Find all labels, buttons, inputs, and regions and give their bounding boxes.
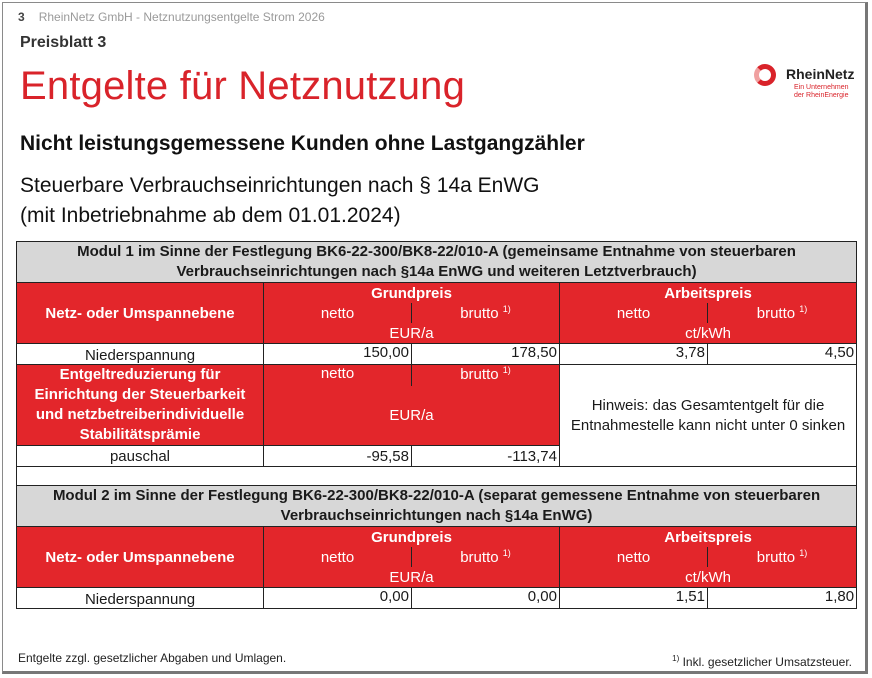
modul2-a-brutto: 1,80 [708, 588, 857, 609]
logo-tag-2: der RheinEnergie [794, 92, 849, 99]
modul2-col-ebene: Netz- oder Umspannebene [17, 527, 264, 588]
modul1-g-netto-head: netto [264, 303, 412, 323]
rheinnetz-logo [754, 62, 854, 104]
modul1-row-label: Niederspannung [17, 344, 264, 365]
modul2-arbeitspreis: Arbeitspreis [560, 527, 857, 548]
modul2-heading: Modul 2 im Sinne der Festlegung BK6-22-300/BK8-22/010-A (separat gemessene Entnahme von steuerbaren Verbrauchseinrichtungen nach §14a EnWG) [17, 486, 857, 527]
modul1-grundpreis: Grundpreis [264, 283, 560, 304]
subtitle: Nicht leistungsgemessene Kunden ohne Lastgangzähler [20, 132, 585, 155]
modul2-g-brutto: 0,00 [412, 588, 560, 609]
modul1-unit-grund: EUR/a [264, 323, 560, 344]
modul1-unit-arbeit: ct/kWh [560, 323, 857, 344]
modul1-arbeitspreis: Arbeitspreis [560, 283, 857, 304]
modul2-g-netto-head: netto [264, 547, 412, 567]
modul2-unit-arbeit: ct/kWh [560, 567, 857, 588]
logo-ring-icon [754, 64, 776, 86]
footnote-text: Inkl. gesetzlicher Umsatzsteuer. [682, 655, 852, 669]
table-spacer [17, 467, 857, 486]
subtitle-2-line-1: Steuerbare Verbrauchseinrichtungen nach § 14a EnWG [20, 174, 540, 197]
modul2-a-netto: 1,51 [560, 588, 708, 609]
modul1-g-brutto-head: brutto $^{1)}$ [412, 303, 560, 323]
modul1-pauschal-netto: -95,58 [264, 446, 412, 467]
modul2-unit-grund: EUR/a [264, 567, 560, 588]
page-title: Entgelte für Netznutzung [20, 64, 466, 108]
modul1-pauschal-label: pauschal [17, 446, 264, 467]
modul1-a-netto: 3,78 [560, 344, 708, 365]
modul2-row-label: Niederspannung [17, 588, 264, 609]
subtitle-2-line-2: (mit Inbetriebnahme ab dem 01.01.2024) [20, 204, 401, 227]
modul1-reduct-brutto-head: brutto $^{1)}$ [412, 365, 560, 387]
modul1-reduct-netto-head: netto [264, 365, 412, 387]
modul2-g-netto: 0,00 [264, 588, 412, 609]
tariff-table [16, 241, 857, 609]
page-number: 3 [18, 10, 25, 24]
page-header [18, 10, 325, 24]
logo-tag-1: Ein Unternehmen [794, 84, 849, 91]
preisblatt-label: Preisblatt 3 [20, 34, 107, 51]
modul1-g-brutto: 178,50 [412, 344, 560, 365]
modul1-reduct-label: Entgeltreduzierung für Einrichtung der Steuerbarkeit und netzbetreiberindividuelle Stabilitätsprämie [17, 365, 264, 446]
subtitle-2 [20, 171, 540, 231]
modul1-heading: Modul 1 im Sinne der Festlegung BK6-22-300/BK8-22/010-A (gemeinsame Entnahme von steuerbaren Verbrauchseinrichtungen nach §14a EnWG und weiteren Letztverbrauch) [17, 242, 857, 283]
modul1-g-netto: 150,00 [264, 344, 412, 365]
modul2-g-brutto-head: brutto $^{1)}$ [412, 547, 560, 567]
company-line: RheinNetz GmbH - Netznutzungsentgelte Strom 2026 [38, 10, 325, 24]
footnote-marker: 1) [672, 654, 680, 663]
logo-tagline [794, 84, 848, 100]
modul2-a-brutto-head: brutto $^{1)}$ [708, 547, 857, 567]
modul1-pauschal-brutto: -113,74 [412, 446, 560, 467]
modul1-a-netto-head: netto [560, 303, 708, 323]
modul2-grundpreis: Grundpreis [264, 527, 560, 548]
footer-footnote [672, 654, 852, 669]
modul1-col-ebene: Netz- oder Umspannebene [17, 283, 264, 344]
logo-name: RheinNetz [786, 66, 855, 82]
modul2-a-netto-head: netto [560, 547, 708, 567]
modul1-hinweis: Hinweis: das Gesamtentgelt für die Entnahmestelle kann nicht unter 0 sinken [560, 365, 857, 467]
footer-note: Entgelte zzgl. gesetzlicher Abgaben und Umlagen. [18, 651, 287, 665]
modul1-a-brutto: 4,50 [708, 344, 857, 365]
modul1-reduct-unit: EUR/a [264, 386, 560, 445]
modul1-a-brutto-head: brutto $^{1)}$ [708, 303, 857, 323]
